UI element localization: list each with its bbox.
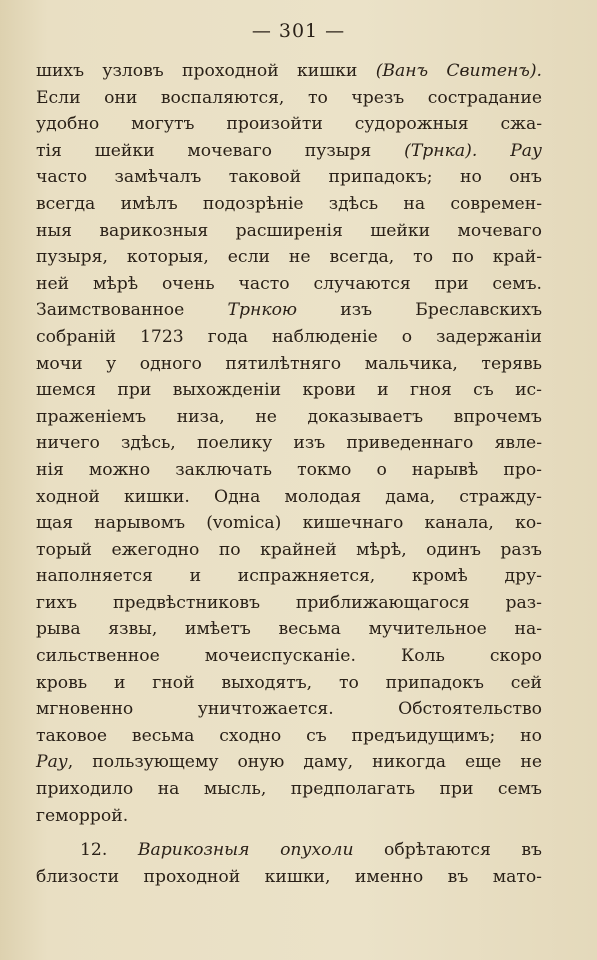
- text-run: сильственное мочеиспусканіе. Коль скоро: [36, 646, 542, 667]
- text-run: щая нарывомъ (vomica) кишечнаго канала, ко-: [36, 513, 542, 534]
- text-line: [36, 510, 542, 537]
- italic-text-run: (Ванъ Свитенъ).: [375, 61, 542, 81]
- text-run: Заимствованное: [36, 300, 228, 321]
- text-run: пузыря, которыя, если не всегда, то по край-: [36, 247, 542, 268]
- text-line: [36, 164, 542, 191]
- text-run: ныя варикозныя расширенія шейки мочеваго: [36, 220, 542, 241]
- text-line: [36, 537, 542, 564]
- text-line: [36, 749, 542, 776]
- text-line: [36, 696, 542, 723]
- text-line: [36, 837, 542, 864]
- italic-text-run: Трнкою: [227, 300, 298, 321]
- text-line: [36, 484, 542, 511]
- text-line: [36, 218, 542, 245]
- text-run: ничего здѣсь, поелику изъ приведеннаго явле-: [36, 433, 542, 454]
- text-line: [36, 457, 542, 484]
- text-line: [36, 776, 542, 803]
- text-run: гихъ предвѣстниковъ приближающагося раз-: [36, 592, 542, 613]
- text-line: [36, 803, 542, 830]
- text-line: [36, 111, 542, 138]
- text-run: всегда имѣлъ подозрѣніе здѣсь на современ-: [36, 193, 542, 214]
- text-run: приходило на мысль, предполагать при семъ: [36, 779, 542, 800]
- text-line: [36, 351, 542, 378]
- text-run: изъ Бреславскихъ: [297, 300, 542, 321]
- text-run: удобно могутъ произойти судорожныя сжа-: [36, 114, 542, 135]
- text-run: геморрой.: [36, 805, 129, 826]
- text-line: [36, 670, 542, 697]
- text-line: [36, 616, 542, 643]
- text-run: нія можно заключать токмо о нарывѣ про-: [36, 459, 542, 480]
- text-line: [36, 324, 542, 351]
- text-line: [36, 563, 542, 590]
- text-run: торый ежегодно по крайней мѣрѣ, одинъ разъ: [36, 539, 542, 560]
- italic-text-run: Варикозныя опухоли: [137, 840, 354, 861]
- text-line: [36, 377, 542, 404]
- text-run: мгновенно уничтожается. Обстоятельство: [36, 699, 542, 720]
- text-line: [36, 590, 542, 617]
- text-run: таковое весьма сходно съ предъидущимъ; но: [36, 725, 542, 746]
- text-line: [36, 58, 542, 85]
- italic-text-run: (Трнка).: [404, 140, 478, 161]
- text-line: [36, 430, 542, 457]
- text-line: [36, 191, 542, 218]
- text-run: часто замѣчалъ таковой припадокъ; но онъ: [36, 167, 542, 188]
- text-run: шемся при выхожденіи крови и гноя съ ис-: [36, 380, 542, 401]
- text-run: ходной кишки. Одна молодая дама, стражду-: [36, 486, 542, 507]
- text-line: [36, 271, 542, 298]
- text-line: [36, 404, 542, 431]
- text-line: [36, 85, 542, 112]
- page-number: — 301 —: [251, 20, 346, 42]
- text-run: мочи у одного пятилѣтняго мальчика, терявь: [36, 353, 542, 374]
- text-run: наполняется и испражняется, кромѣ дру-: [36, 566, 542, 587]
- text-line: [36, 244, 542, 271]
- text-line: [36, 864, 542, 891]
- text-run: обрѣтаются въ: [353, 840, 542, 861]
- text-run: ней мѣрѣ очень часто случаются при семъ.: [36, 273, 542, 294]
- text-run: [477, 141, 510, 161]
- text-line: [36, 723, 542, 750]
- text-run: тія шейки мочеваго пузыря: [36, 140, 405, 161]
- text-run: кровь и гной выходятъ, то припадокъ сей: [36, 672, 542, 693]
- text-run: , пользующему оную даму, никогда еще не: [67, 752, 542, 773]
- text-run: рыва язвы, имѣетъ весьма мучительное на-: [36, 619, 542, 640]
- text-run: 12.: [80, 840, 138, 861]
- text-run: Если они воспаляются, то чрезъ сострадание: [36, 87, 542, 108]
- italic-text-run: Рау: [36, 752, 68, 773]
- italic-text-run: Рау: [510, 140, 542, 161]
- paragraph-gap: [36, 829, 542, 837]
- text-line: [36, 138, 542, 165]
- text-run: собраній 1723 года наблюденіе о задержаніи: [36, 326, 542, 347]
- body-text: [36, 58, 542, 890]
- text-run: праженіемъ низа, не доказываетъ впрочемъ: [36, 406, 542, 427]
- text-run: близости проходной кишки, именно въ мато-: [36, 866, 542, 887]
- text-line: [36, 643, 542, 670]
- text-line: [36, 297, 542, 324]
- text-run: шихъ узловъ проходной кишки: [36, 61, 376, 81]
